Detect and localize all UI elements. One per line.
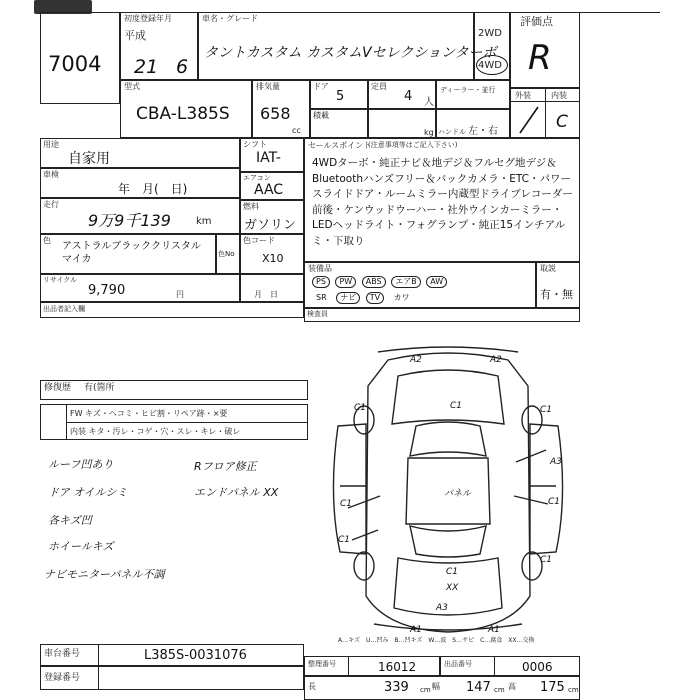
dmg-c1-fr: C1 — [540, 405, 553, 415]
doors-value: 5 — [336, 89, 345, 104]
dmg-c1-lrear: C1 — [338, 535, 351, 545]
usage-label: 用途 — [43, 140, 59, 149]
equip-aw: AW — [426, 276, 447, 288]
sales-sublabel: (注意事項等はご記入下さい) — [368, 141, 458, 149]
manual-value: 有・無 — [540, 288, 573, 301]
handle-label: ハンドル — [438, 128, 466, 136]
exterior-check: FW キズ・ヘコミ・ヒビ割・リペア跡・×要 — [70, 409, 228, 418]
len-label: 長 — [308, 682, 316, 691]
model-code: CBA-L385S — [136, 104, 230, 124]
car-name: タントカスタム カスタムVセレクションターボ — [204, 45, 497, 61]
color-code-label: 色コード — [243, 236, 275, 245]
fuel-value: ガソリン — [244, 218, 297, 233]
dmg-a1-right: A1 — [488, 625, 500, 635]
color-code-value: X10 — [262, 252, 284, 265]
inspection-value: 年 月( 日) — [118, 182, 188, 196]
cc-unit: cc — [292, 126, 301, 135]
reg-label: 初度登録年月 — [124, 14, 172, 23]
equip-sr: SR — [316, 293, 327, 302]
equipment-row-1 — [312, 276, 450, 288]
equip-airbag: エアB — [391, 276, 421, 288]
note-left-4: ホイールキズ — [48, 540, 114, 553]
dmg-xx-rear: XX — [446, 583, 459, 593]
note-left-2: ドア オイルシミ — [48, 486, 128, 499]
width-label: 幅 — [432, 682, 440, 691]
dmg-a1-left: A1 — [410, 625, 422, 635]
cc-label: 排気量 — [256, 82, 280, 91]
note-right-1: Rフロア修正 — [194, 460, 257, 473]
dmg-a3-right: A3 — [550, 457, 562, 467]
recycle-unit: 円 — [176, 290, 184, 299]
repair-label: 修復歴 — [44, 383, 72, 393]
mileage-unit: km — [196, 216, 212, 227]
height-label: 高 — [508, 682, 516, 691]
era-label: 平成 — [124, 29, 146, 42]
dmg-c1-rr: C1 — [540, 555, 553, 565]
equipment-label: 装備品 — [308, 264, 332, 273]
reg-month: 6 — [176, 56, 189, 78]
car-diagram — [318, 346, 578, 636]
capacity-unit: 人 — [424, 97, 434, 108]
equipment-row-2 — [312, 292, 417, 304]
recycle-date: 月 日 — [254, 290, 278, 299]
dmg-c1-ldoor: C1 — [340, 499, 353, 509]
capacity-value: 4 — [404, 89, 413, 104]
displacement: 658 — [260, 104, 291, 123]
color-name: アストラルブラッククリスタルマイカ — [62, 241, 201, 265]
chassis-value: L385S-0031076 — [144, 648, 247, 663]
repair-row — [40, 380, 308, 400]
mileage-value: 9万9千139 — [88, 211, 171, 230]
dmg-a3-rear: A3 — [436, 603, 448, 613]
car-name-label: 車名・グレード — [202, 14, 258, 23]
score-value: R — [528, 38, 552, 78]
note-right-2: エンドパネル XX — [194, 486, 279, 499]
capacity-label: 定員 — [371, 82, 387, 91]
len-unit: cm — [420, 686, 431, 694]
shift-value: IAT- — [256, 150, 281, 166]
recycle-label: リサイクル — [43, 276, 78, 284]
drive-2wd: 2WD — [478, 28, 502, 39]
sales-label: セールスポイント — [308, 141, 372, 150]
f1-label: 整理番号 — [308, 660, 336, 668]
fuel-label: 燃料 — [243, 202, 259, 211]
equip-abs: ABS — [362, 276, 386, 288]
equip-leather: カワ — [393, 293, 410, 302]
note-left-1: ルーフ凹あり — [48, 458, 114, 471]
score-label: 評価点 — [520, 15, 553, 28]
diagram-legend: A…キズ U…凹み B…凹キズ W…波 S…サビ C…腐食 XX…交換 — [338, 637, 535, 644]
mileage-label: 走行 — [43, 200, 59, 209]
load-label: 積載 — [313, 111, 329, 120]
f1-value: 16012 — [378, 660, 417, 674]
sales-text: 4WDターボ・純正ナビ＆地デジ＆フルセグ地デジ＆Bluetoothハンズフリー＆バックカメラ・ETC・パワースライドドア・ルームミラー内蔵型ドライブレコーダー前後・ケンウッドウーハー・社外ウインカーミラー・LEDヘッドライト・フォグランプ・純正15インチアルミ・下取り — [312, 157, 573, 247]
dmg-c1-rear: C1 — [446, 567, 459, 577]
color-no-label: 色No — [218, 250, 235, 258]
inspection-label: 車検 — [43, 170, 59, 179]
usage-value: 自家用 — [68, 151, 110, 167]
dmg-c1-hood: C1 — [450, 401, 463, 411]
aircon-value: AAC — [254, 182, 284, 198]
manual-label: 取説 — [540, 264, 556, 273]
handle-value: 左・右 — [468, 126, 498, 137]
reg-year: 21 — [134, 56, 159, 78]
note-left-5: ナビモニターパネル不調 — [44, 568, 165, 581]
doors-label: ドア — [313, 82, 329, 91]
f2-value: 0006 — [522, 660, 553, 674]
int-label: 内装 — [551, 91, 567, 100]
reg-no-label: 登録番号 — [44, 673, 81, 683]
repair-value: 有(箇所 — [84, 383, 115, 393]
recycle-value: 9,790 — [88, 283, 126, 298]
dim-box — [304, 676, 580, 700]
lot-number: 7004 — [48, 52, 102, 76]
model-label: 型式 — [124, 82, 140, 91]
drive-4wd: 4WD — [478, 60, 502, 71]
note-label: 出品者記入欄 — [43, 305, 85, 313]
shift-label: シフト — [243, 140, 267, 149]
dmg-a2-right: A2 — [490, 355, 502, 365]
equip-tv: TV — [366, 292, 384, 304]
ext-score-slash — [514, 103, 544, 137]
equip-navi: ナビ — [336, 292, 360, 304]
equip-pw: PW — [335, 276, 356, 288]
dmg-c1-rdoor: C1 — [548, 497, 561, 507]
int-score: C — [556, 112, 568, 132]
dmg-c1-fl: C1 — [354, 403, 367, 413]
f2-label: 出品番号 — [444, 660, 472, 668]
dealer-label: ディーラー・並行 — [440, 86, 496, 94]
ext-label: 外装 — [515, 91, 531, 100]
aircon-label: エアコン — [243, 174, 271, 182]
height-value: 175 — [540, 680, 565, 695]
dmg-panel-roof: パネル — [444, 489, 472, 499]
equip-ps: PS — [312, 276, 330, 288]
inspector-box — [304, 308, 580, 322]
height-unit: cm — [568, 686, 579, 694]
inspector-label: 検査員 — [307, 310, 328, 318]
color-label: 色 — [43, 236, 51, 245]
note-left-3: 各キズ凹 — [48, 514, 92, 527]
chassis-label: 車台番号 — [44, 649, 81, 659]
len-value: 339 — [384, 680, 409, 695]
width-unit: cm — [494, 686, 505, 694]
load-kg: kg — [424, 128, 434, 137]
dmg-a2-left: A2 — [410, 355, 422, 365]
interior-check: 内装 キタ・汚レ・コゲ・穴・スレ・キレ・破レ — [70, 427, 241, 436]
width-value: 147 — [466, 680, 491, 695]
